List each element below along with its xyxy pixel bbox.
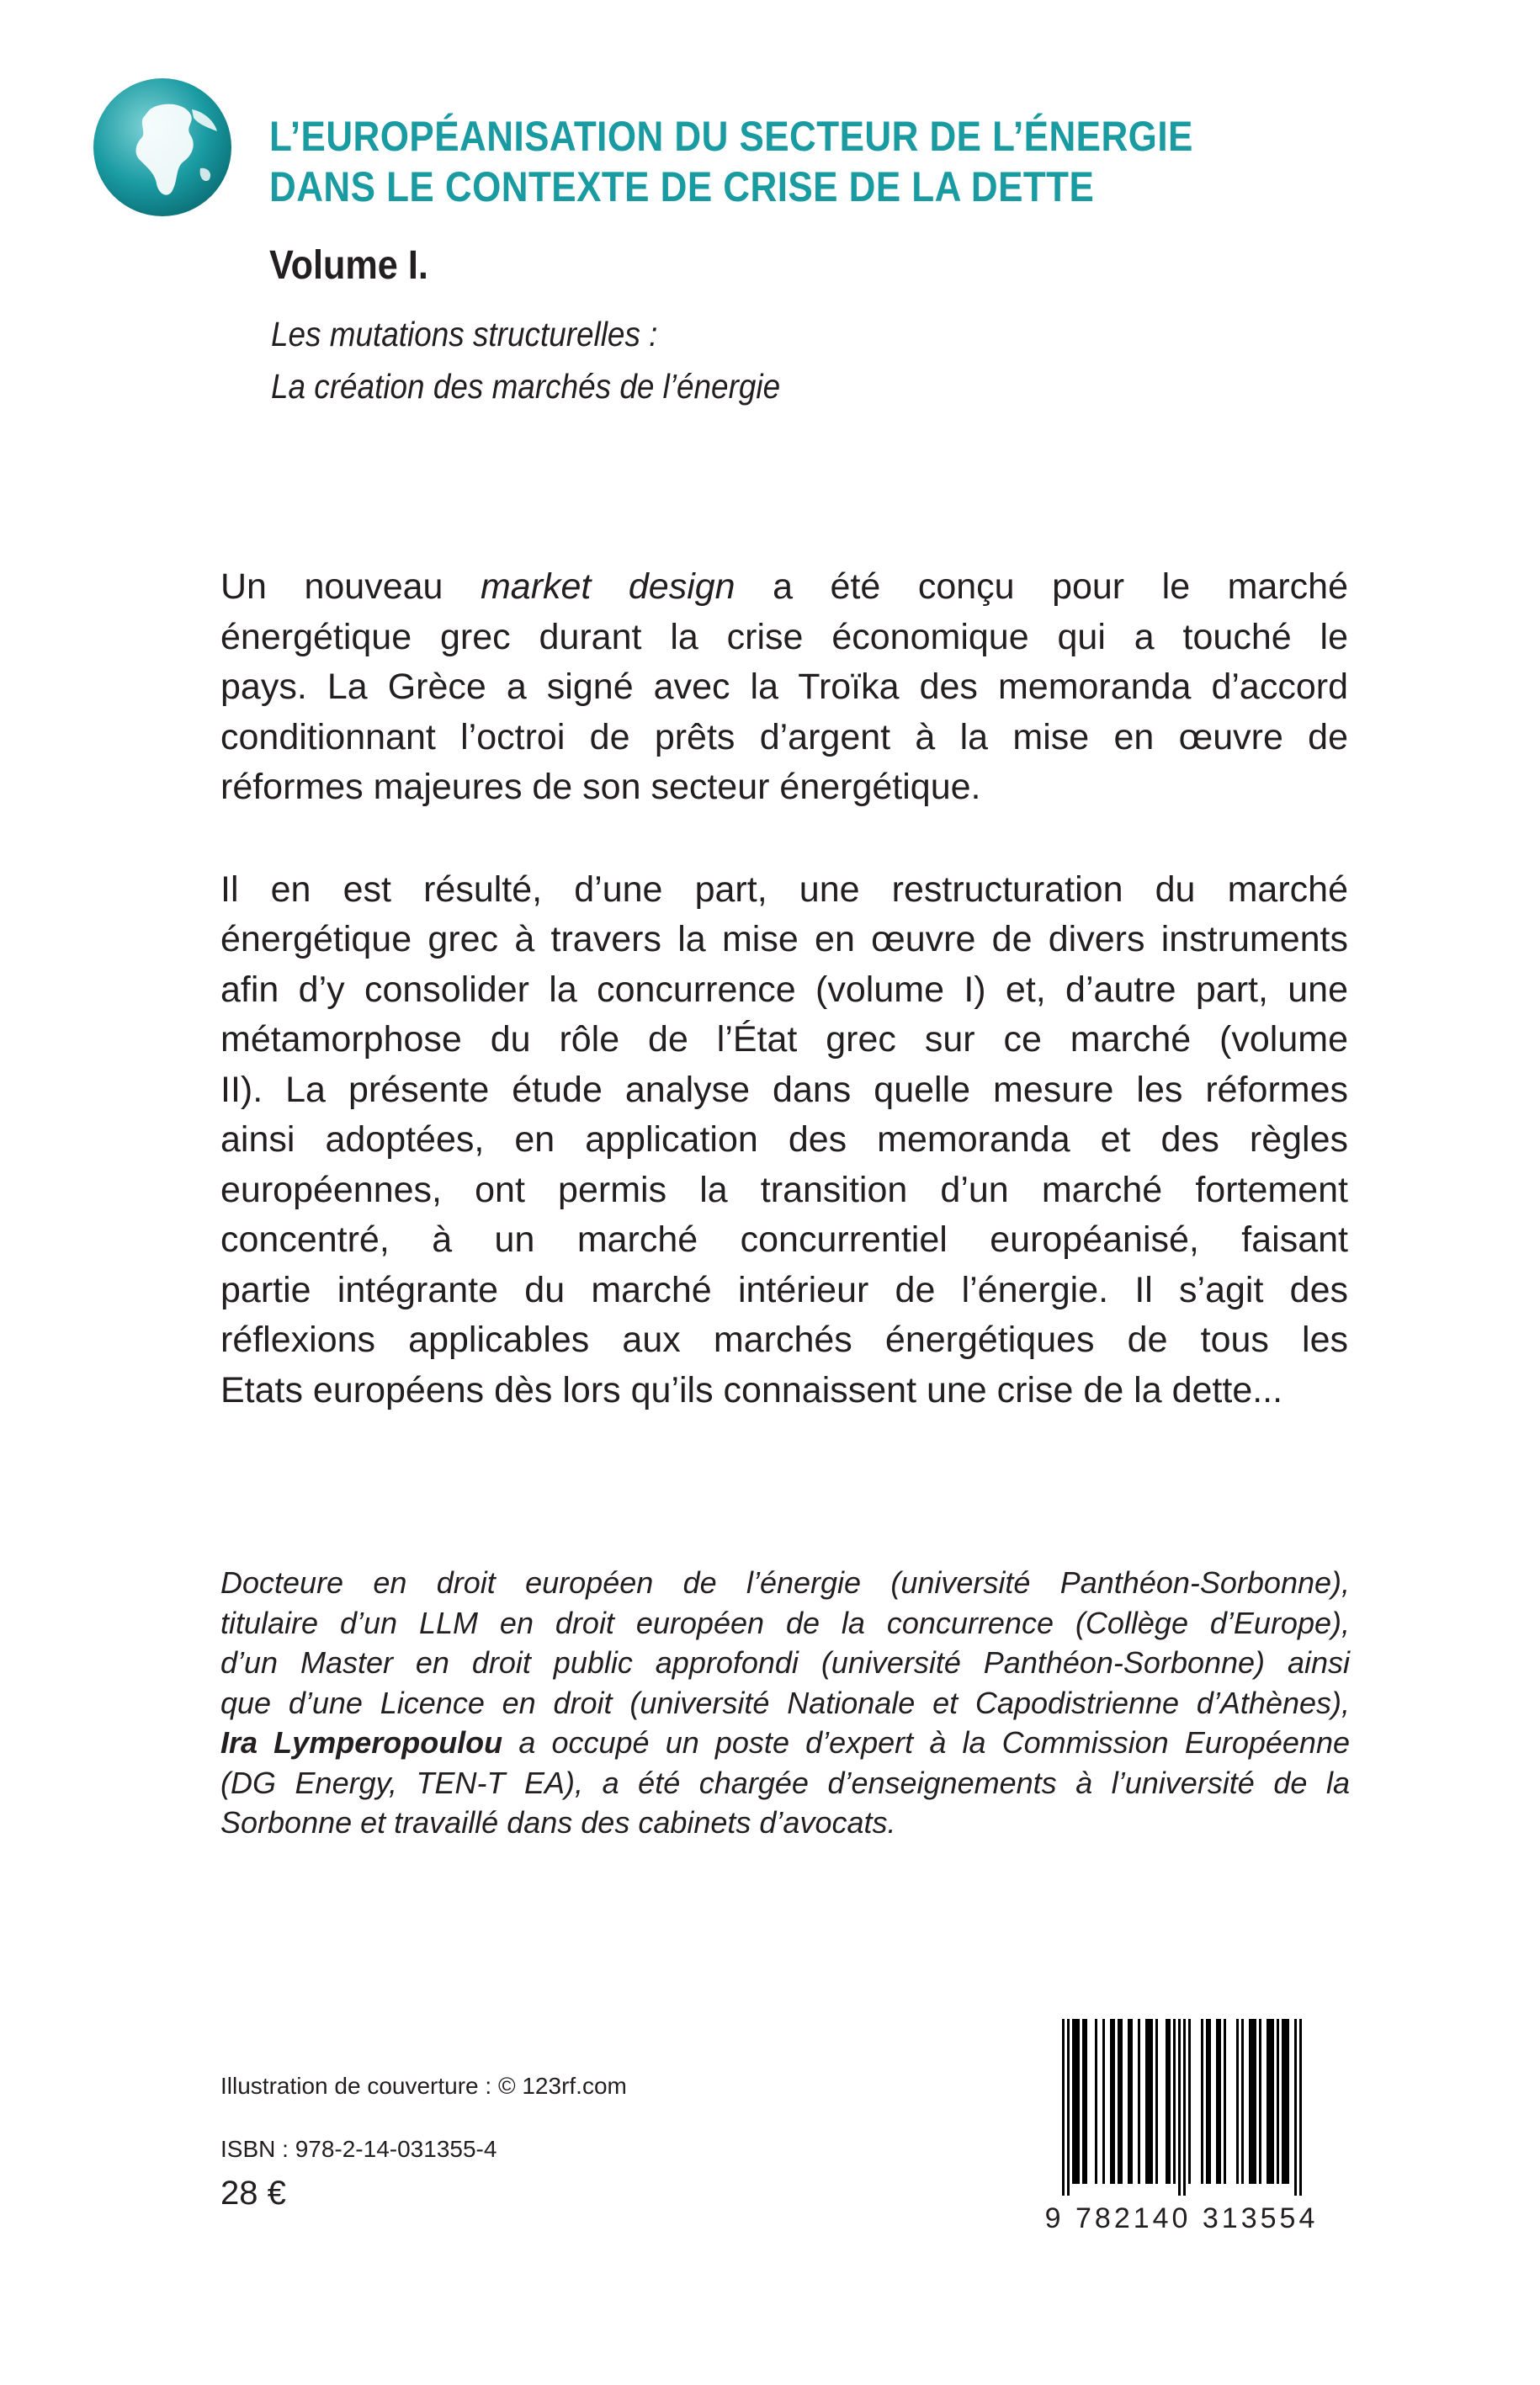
barcode-bar	[1201, 2019, 1203, 2184]
title-line: DANS LE CONTEXTE DE CRISE DE LA DETTE	[269, 163, 1095, 210]
barcode-bar	[1120, 2019, 1123, 2184]
barcode-bar	[1287, 2019, 1289, 2184]
text-line: réformes majeures de son secteur énergétique.	[220, 767, 981, 807]
text-line: réflexions applicables aux marchés énergétiques de tous les	[220, 1320, 1348, 1360]
text-line: partie intégrante du marché intérieur de l’énergie. Il s’agit des	[220, 1269, 1348, 1310]
barcode	[1022, 2016, 1341, 2234]
barcode-bar	[1277, 2019, 1279, 2184]
text-line: ainsi adoptées, en application des memoranda et des règles	[220, 1119, 1348, 1160]
barcode-bar	[1254, 2019, 1256, 2184]
barcode-bar	[1148, 2019, 1150, 2184]
subtitle	[271, 308, 836, 412]
barcode-bar	[1082, 2019, 1085, 2184]
text-line: énergétique grec durant la crise économique qui a touché le	[220, 616, 1348, 657]
barcode-bar	[1259, 2019, 1261, 2184]
bio-line: Sorbonne et travaillé dans des cabinets d’avocats.	[220, 1805, 896, 1840]
barcode-bar	[1251, 2019, 1254, 2184]
text-line: conditionnant l’octroi de prêts d’argent à la mise en œuvre de	[220, 716, 1348, 757]
barcode-bar	[1118, 2019, 1120, 2184]
text-line: européennes, ont permis la transition d’un marché fortement	[220, 1169, 1348, 1210]
barcode-bar	[1284, 2019, 1287, 2184]
text-line: afin d’y consolider la concurrence (volume I) et, d’autre part, une	[220, 969, 1348, 1010]
price: 28 €	[220, 2175, 286, 2212]
text-run: a été conçu pour le marché	[735, 566, 1348, 607]
text-line: Il en est résulté, d’une part, une restructuration du marché	[220, 868, 1348, 910]
author-name: Ira Lymperopoulou	[220, 1725, 503, 1760]
barcode-bar	[1102, 2019, 1105, 2184]
book-title	[269, 111, 1515, 212]
barcode-number: 9 782140 313554	[1044, 2202, 1319, 2234]
bio-line	[220, 1723, 1350, 1763]
barcode-bar	[1272, 2019, 1274, 2184]
barcode-bar	[1267, 2019, 1269, 2184]
barcode-bar	[1110, 2019, 1113, 2184]
summary-text	[220, 562, 1348, 1416]
barcode-bar	[1282, 2019, 1284, 2184]
barcode-bar	[1168, 2019, 1171, 2184]
barcode-bar	[1224, 2019, 1226, 2184]
barcode-bar	[1294, 2019, 1297, 2196]
subtitle-line: La création des marchés de l’énergie	[271, 367, 781, 406]
barcode-bar	[1166, 2019, 1168, 2184]
text-line: II). La présente étude analyse dans quelle mesure les réformes	[220, 1069, 1348, 1110]
text-run: Un nouveau	[220, 566, 481, 607]
barcode-bar	[1145, 2019, 1148, 2184]
subtitle-line: Les mutations structurelles :	[271, 315, 658, 353]
barcode-bar	[1216, 2019, 1219, 2184]
text-line: métamorphose du rôle de l’État grec sur ce marché (volume	[220, 1019, 1348, 1060]
barcode-bar	[1130, 2019, 1133, 2184]
globe-icon	[91, 76, 234, 219]
barcode-bar	[1249, 2019, 1251, 2184]
volume-label: Volume I.	[269, 243, 428, 288]
title-line: L’EUROPÉANISATION DU SECTEUR DE L’ÉNERGIE	[269, 113, 1193, 160]
barcode-bar	[1138, 2019, 1140, 2184]
bio-line: d’un Master en droit public approfondi (université Panthéon-Sorbonne) ainsi	[220, 1645, 1350, 1680]
barcode-bar	[1067, 2019, 1070, 2196]
text-run: a occupé un poste d’expert à la Commission Européenne	[502, 1725, 1350, 1760]
text-line: énergétique grec à travers la mise en œuvre de divers instruments	[220, 919, 1348, 959]
isbn: ISBN : 978-2-14-031355-4	[220, 2136, 497, 2162]
barcode-bar	[1241, 2019, 1244, 2184]
bio-line: (DG Energy, TEN-T EA), a été chargée d’enseignements à l’université de la	[220, 1765, 1350, 1800]
barcode-bar	[1072, 2019, 1075, 2184]
barcode-bar	[1183, 2019, 1186, 2196]
text-line: Etats européens dès lors qu’ils connaissent une crise de la dette...	[220, 1369, 1283, 1410]
barcode-bar	[1208, 2019, 1211, 2184]
barcode-bar	[1085, 2019, 1087, 2184]
bio-line: Docteure en droit européen de l’énergie (université Panthéon-Sorbonne),	[220, 1565, 1350, 1600]
bio-line: que d’une Licence en droit (université Nationale et Capodistrienne d’Athènes),	[220, 1685, 1350, 1720]
barcode-bar	[1299, 2019, 1302, 2196]
summary-paragraph	[220, 562, 1348, 813]
text-line: pays. La Grèce a signé avec la Troïka des memoranda d’accord	[220, 667, 1348, 707]
barcode-bar	[1219, 2019, 1221, 2184]
barcode-bar	[1236, 2019, 1239, 2184]
barcode-bar	[1150, 2019, 1153, 2184]
barcode-bar	[1155, 2019, 1158, 2184]
barcode-bar	[1178, 2019, 1181, 2196]
barcode-bar	[1075, 2019, 1077, 2184]
text-line	[220, 562, 1348, 613]
barcode-bar	[1206, 2019, 1208, 2184]
illustration-credit: Illustration de couverture : © 123rf.com	[220, 2073, 627, 2099]
barcode-bar	[1128, 2019, 1130, 2184]
barcode-bar	[1077, 2019, 1080, 2184]
author-bio	[220, 1563, 1350, 1843]
barcode-bar	[1113, 2019, 1115, 2184]
barcode-bar	[1095, 2019, 1097, 2184]
bio-line: titulaire d’un LLM en droit européen de la concurrence (Collège d’Europe),	[220, 1605, 1350, 1640]
barcode-bar	[1062, 2019, 1065, 2196]
barcode-bar	[1269, 2019, 1272, 2184]
barcode-bar	[1188, 2019, 1191, 2184]
barcode-bar	[1173, 2019, 1176, 2184]
text-line: concentré, à un marché concurrentiel européanisé, faisant	[220, 1219, 1348, 1260]
text-emphasis: market design	[480, 566, 735, 607]
summary-paragraph	[220, 865, 1348, 1416]
